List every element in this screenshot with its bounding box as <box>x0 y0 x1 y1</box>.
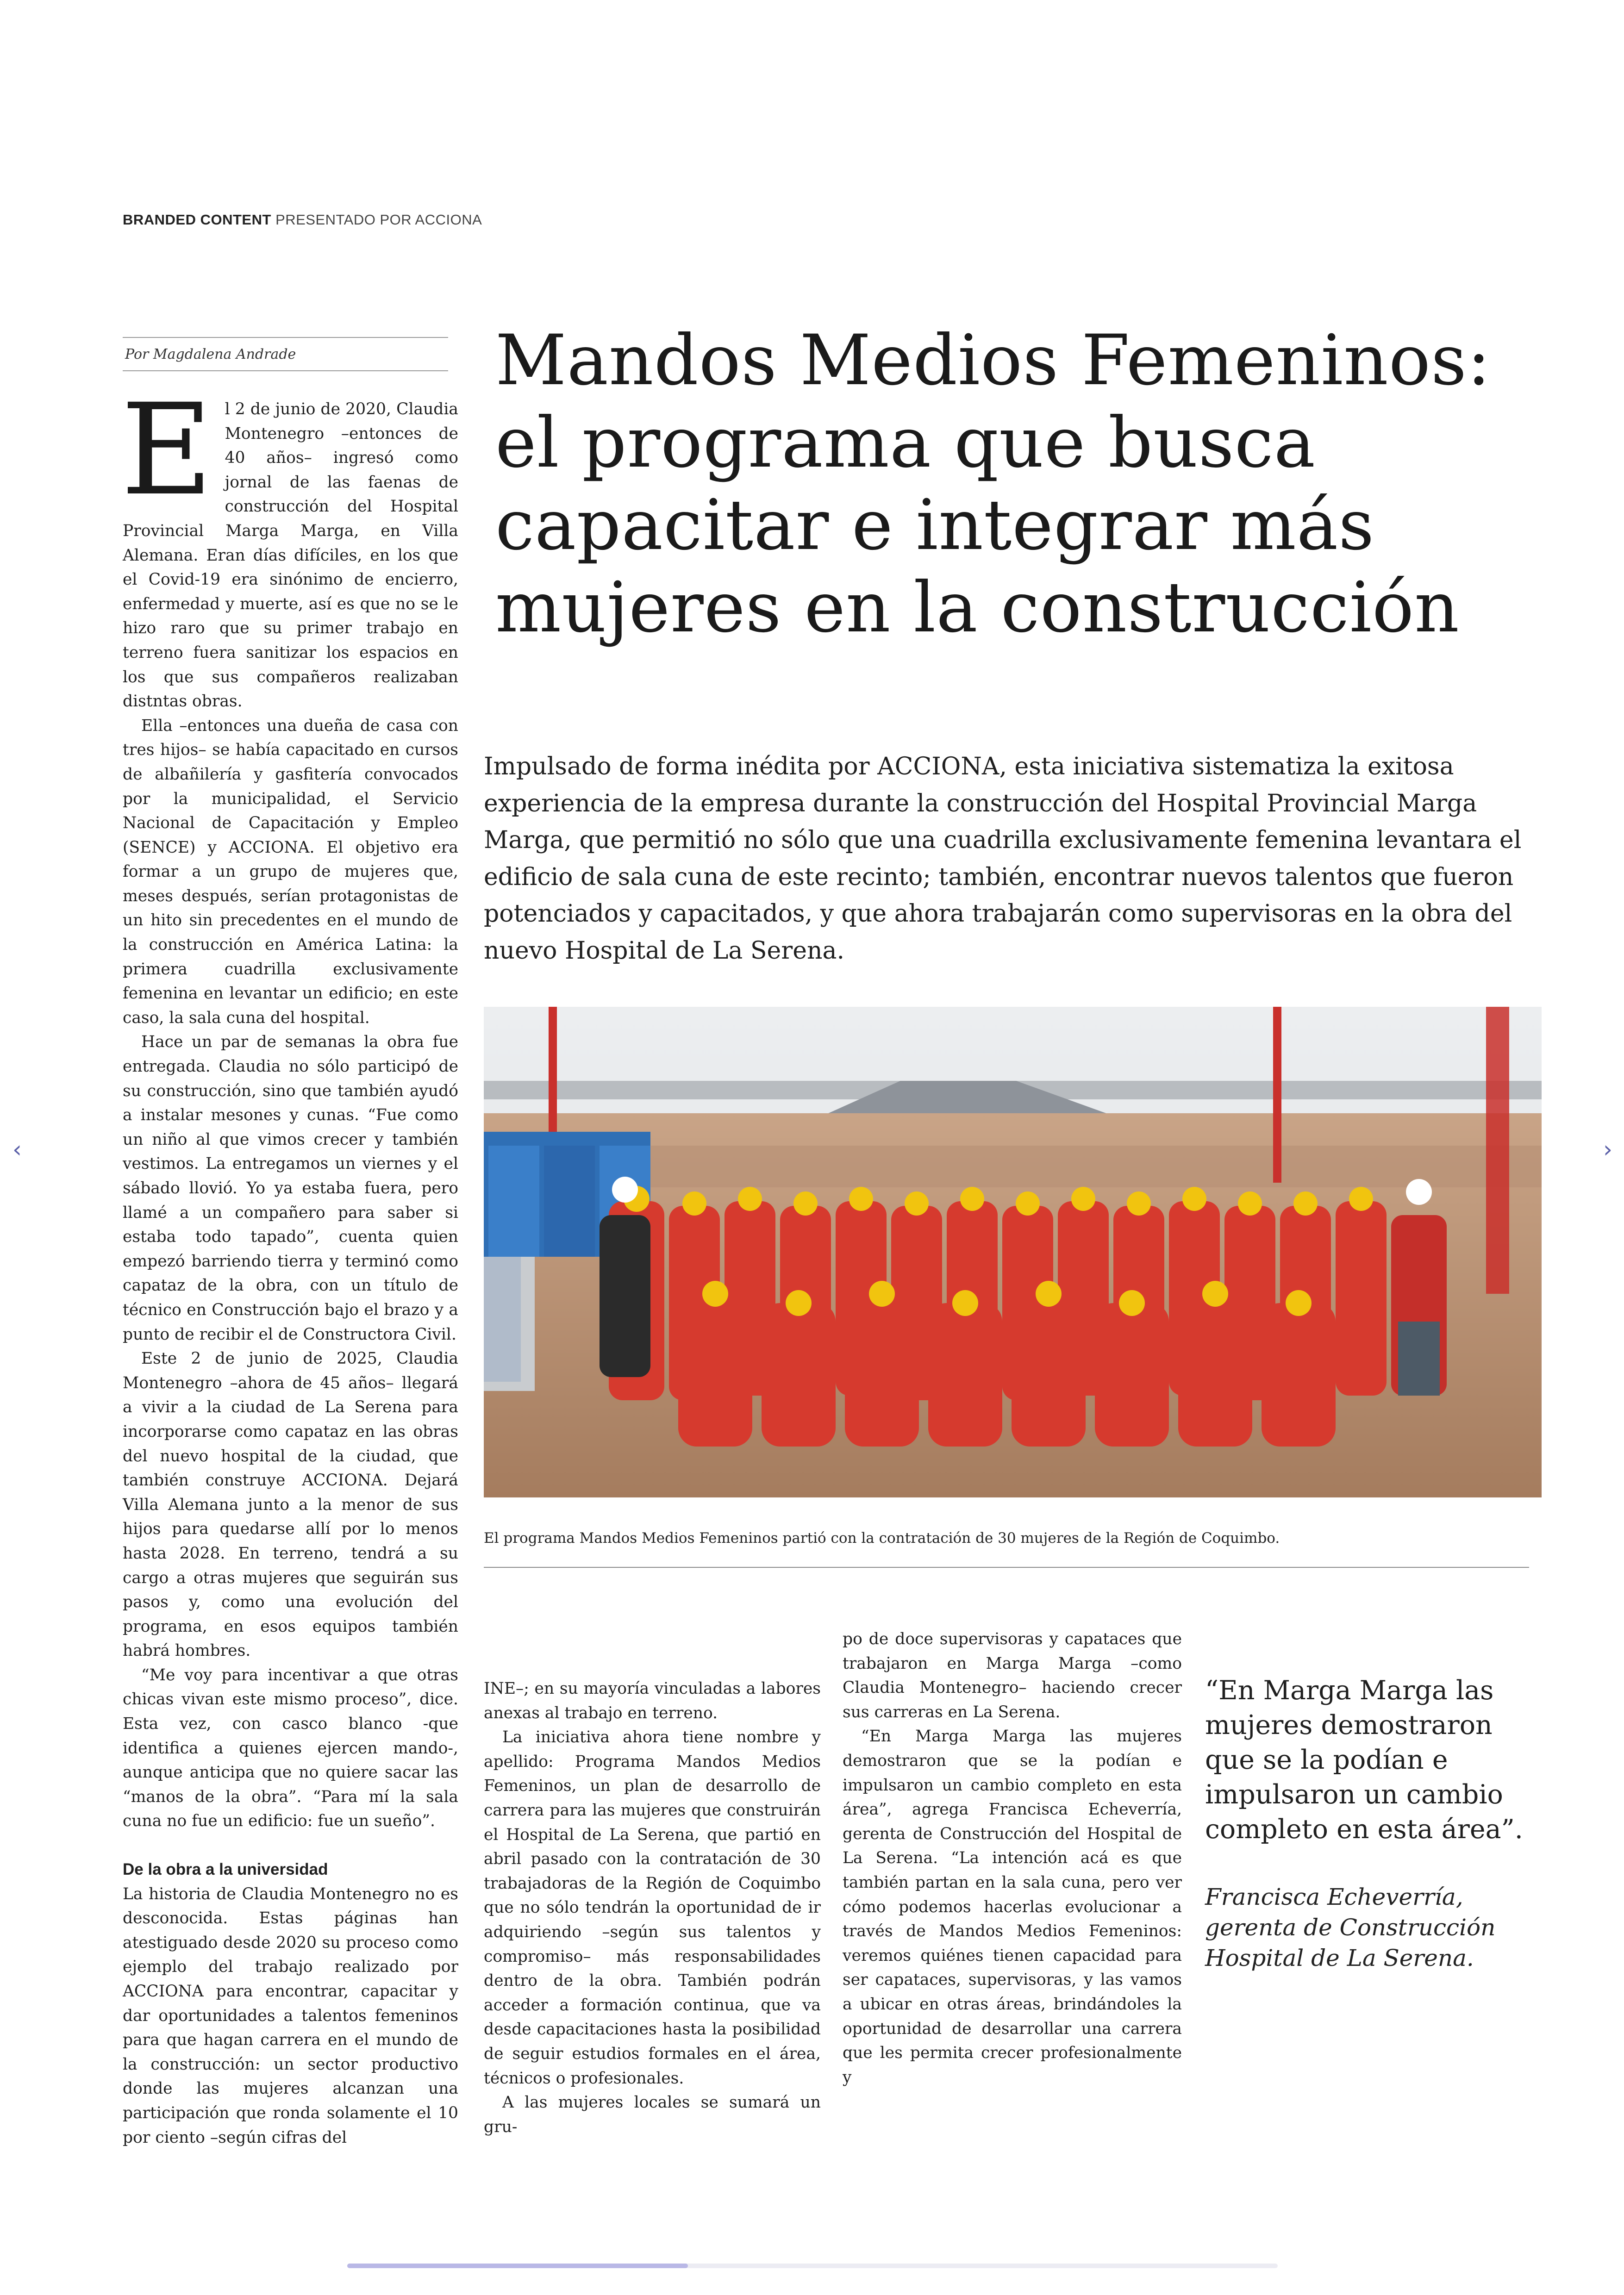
chevron-left-icon: ‹ <box>12 1136 22 1163</box>
paragraph: “En Marga Marga las mujeres demostraron que se la podían e impulsaron un cambio completo en esta área”, agrega Francisca Echeverría, gerenta de Construcción del Hospital de La Serena. “La intención acá es que también partan en la sala cuna, pero ver cómo podemos hacerlas evolucionar a través de Mandos Medios Femeninos: veremos quiénes tienen capacidad para ser capataces, supervisoras, y las vamos a ubicar en otras áreas, brindándoles la oportunidad de desarrollar una carrera que les permita crecer profesionalmente y <box>843 1727 1182 2087</box>
byline: Por Magdalena Andrade <box>125 346 296 362</box>
page-scrollbar-thumb[interactable] <box>347 2264 688 2268</box>
presented-by-label: PRESENTADO POR ACCIONA <box>275 212 482 228</box>
spacer <box>123 1834 458 1858</box>
article-column-3 <box>843 1627 1182 2089</box>
article-column-2 <box>484 1677 821 2139</box>
paragraph: Este 2 de junio de 2025, Claudia Montenegro –ahora de 45 años– llegará a vivir a la ciudad de La Serena para incorporarse como capataz en las obras del nuevo hospital de la ciudad, que también construye ACCIONA. Dejará Villa Alemana junto a la menor de sus hijos para quedarse allí por lo menos hasta 2028. En terreno, tendrá a su cargo a otras mujeres que seguirán sus pasos y, como una evolución del programa, en esos equipos también habrá hombres. <box>123 1349 458 1660</box>
paragraph: po de doce supervisoras y capataces que trabajaron en Marga Marga –como Claudia Montenegro– haciendo crecer sus carreras en La Serena. <box>843 1630 1182 1721</box>
article-photo <box>484 1007 1542 1497</box>
caption-rule <box>484 1567 1529 1568</box>
branded-label: BRANDED CONTENT <box>123 212 271 228</box>
paragraph: “Me voy para incentivar a que otras chicas vivan este mismo proceso”, dice. Esta vez, con casco blanco -que identifica a quienes ejercen mando-, aunque anticipa que no quiere sacar las “manos de la obra”. “Para mí la sala cuna no fue un edificio: fue un sueño”. <box>123 1665 458 1831</box>
photo-caption: El programa Mandos Medios Femeninos partió con la contratación de 30 mujeres de la Región de Coquimbo. <box>484 1530 1280 1547</box>
byline-rule-bottom <box>123 370 448 371</box>
paragraph: La iniciativa ahora tiene nombre y apellido: Programa Mandos Medios Femeninos, un plan de desarrollo de carrera para las mujeres que construirán el Hospital de La Serena, que partió en abril pasado con la contratación de 30 trabajadoras de la Región de Coquimbo que no sólo tendrán la oportunidad de ir adquiriendo –según sus talentos y compromiso– más responsabilidades dentro de la obra. También podrán acceder a formación continua, que va desde capacitaciones hasta la posibilidad de seguir estudios formales en el área, técnicos o profesionales. <box>484 1728 821 2088</box>
drop-cap: E <box>121 377 213 524</box>
article-column-1 <box>121 377 458 2150</box>
paragraph: Hace un par de semanas la obra fue entregada. Claudia no sólo participó de su construcción, sino que también ayudó a instalar mesones y cunas. “Fue como un niño al que vimos crecer y también vestimos. La entregamos un viernes y el sábado llovió. Yo ya estaba fuera, pero llamé a un compañero para saber si estaba todo tapado”, cuenta quien empezó barriendo tierra y terminó como capataz de la obra, con un título de técnico en Construcción bajo el brazo y a punto de recibir el de Constructora Civil. <box>123 1033 458 1344</box>
article-title: Mandos Medios Femeninos: el programa que busca capacitar e integrar más mujeres en la construcción <box>495 320 1491 648</box>
paragraph: A las mujeres locales se sumará un gru- <box>484 2093 821 2136</box>
byline-rule-top <box>123 337 448 338</box>
quote-attribution: Francisca Echeverría, gerenta de Construcción Hospital de La Serena. <box>1205 1883 1496 1971</box>
article-lede: Impulsado de forma inédita por ACCIONA, esta iniciativa sistematiza la exitosa experiencia de la empresa durante la construcción del Hospital Provincial Marga Marga, que permitió no sólo que una cuadrilla exclusivamente femenina levantara el edificio de sala cuna de este recinto; también, encontrar nuevos talentos que fueron potenciados y capacitados, y que ahora trabajarán como supervisoras en la obra del nuevo Hospital de La Serena. <box>484 753 1522 965</box>
paragraph: INE–; en su mayoría vinculadas a labores anexas al trabajo en terreno. <box>484 1679 821 1722</box>
paragraph: La historia de Claudia Montenegro no es desconocida. Estas páginas han atestiguado desde 2020 su proceso como ejemplo del trabajo realizado por ACCIONA para encontrar, capacitar y dar oportunidades a talentos femeninos para que hagan carrera en el mundo de la construcción: un sector productivo donde las mujeres alcanzan una participación que ronda solamente el 10 por ciento –según cifras del <box>123 1884 458 2147</box>
branded-content-tag <box>123 212 482 228</box>
previous-page-button[interactable] <box>6 1138 29 1161</box>
paragraph: l 2 de junio de 2020, Claudia Montenegro –entonces de 40 años– ingresó como jornal de las faenas de construcción del Hospital Provincial Marga Marga, en Villa Alemana. Eran días difíciles, en los que el Covid-19 era sinónimo de encierro, enfermedad y muerte, así es que no se le hizo raro que su primer trabajo en terreno fuera sanitizar los espacios en los que sus compañeros realizaban distntas obras. <box>123 400 458 711</box>
paragraph: Ella –entonces una dueña de casa con tres hijos– se había capacitado en cursos de albañilería y gasfitería convocados por la municipalidad, el Servicio Nacional de Capacitación y Empleo (SENCE) y ACCIONA. El objetivo era formar a un grupo de mujeres que, meses después, serían protagonistas de un hito sin precedentes en el mundo de la construcción en América Latina: la primera cuadrilla exclusivamente femenina en levantar un edificio; en este caso, la sala cuna del hospital. <box>123 716 458 1027</box>
pull-quote: “En Marga Marga las mujeres demostraron que se la podían e impulsaron un cambio completo en esta área”. <box>1205 1675 1523 1845</box>
chevron-right-icon: › <box>1603 1136 1612 1163</box>
next-page-button[interactable] <box>1596 1138 1619 1161</box>
section-subhead: De la obra a la universidad <box>123 1860 328 1879</box>
